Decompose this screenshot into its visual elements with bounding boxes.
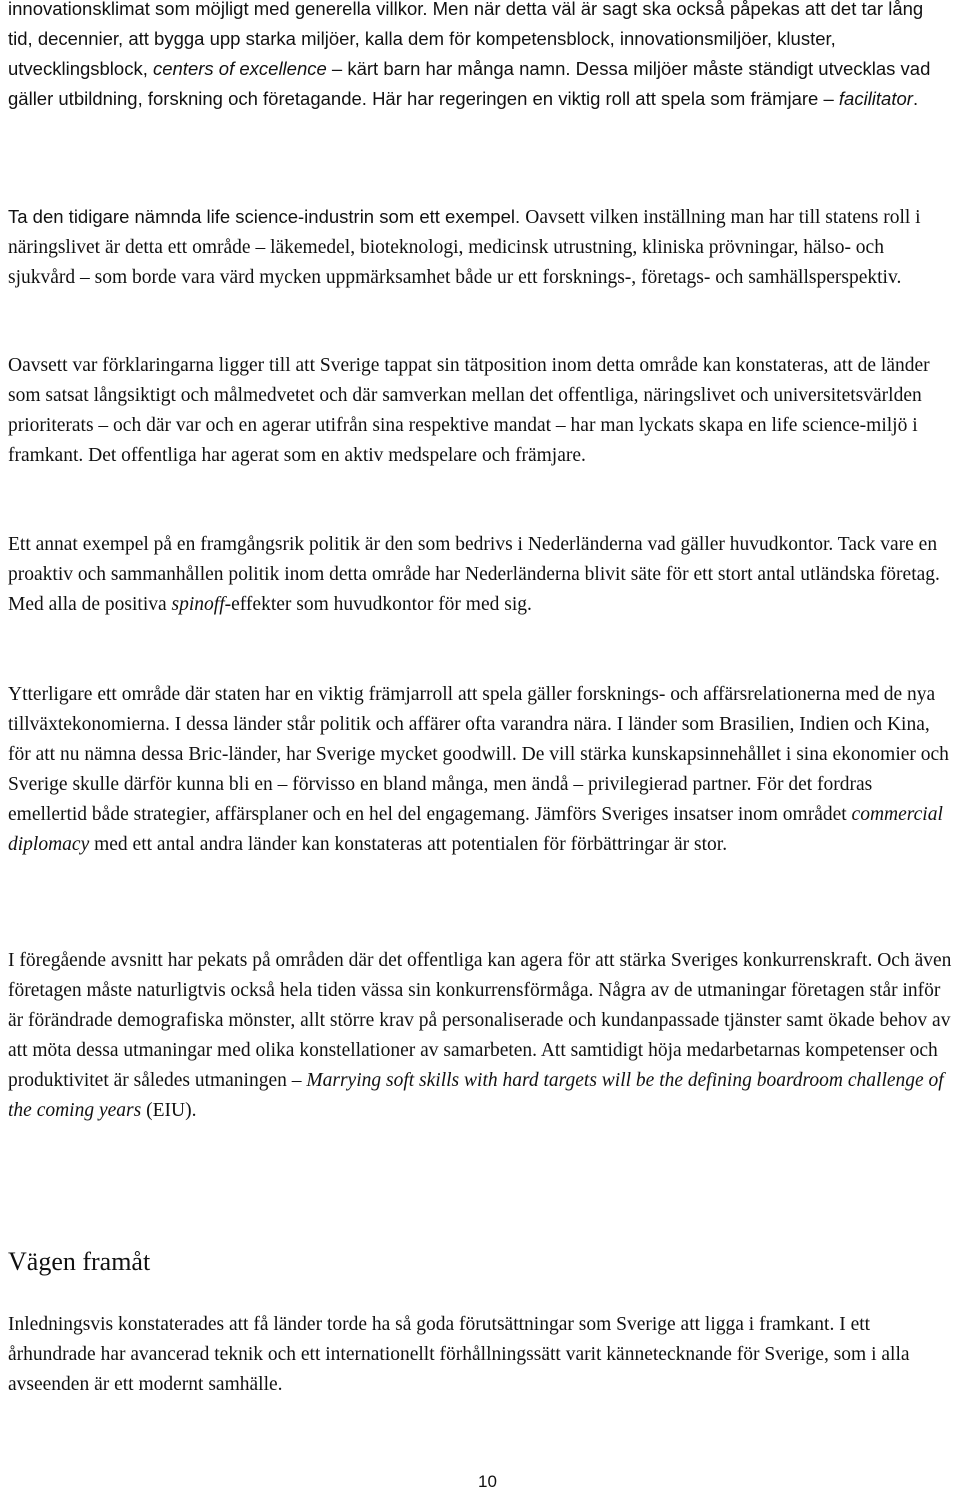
italic-term: spinoff xyxy=(171,594,225,615)
paragraph-excellence xyxy=(8,0,952,114)
paragraph-growth-economies xyxy=(8,680,952,860)
text-run: Ett annat exempel på en framgångsrik politik är den som bedrivs i Nederländerna vad gäller huvudkontor. Tack vare en proaktiv och sammanhållen politik inom detta område har Nederländerna blivit säte för ett stort antal utländska företag. Med alla de positiva xyxy=(8,534,940,615)
text-run: (EIU). xyxy=(141,1100,197,1121)
paragraph-intro: Inledningsvis konstaterades att få länder torde ha så goda förutsättningar som Sverige att ligga i framkant. I ett århundrade har avancerad teknik och ett internationellt förhållningssätt varit kännetecknande för Sverige, som i alla avseenden är ett modernt samhälle. xyxy=(8,1314,910,1395)
italic-term: facilitator xyxy=(838,88,913,109)
paragraph-life-science xyxy=(8,202,952,293)
text-run: I föregående avsnitt har pekats på områden där det offentliga kan agera för att stärka Sveriges konkurrenskraft. Och även företagen måste naturligtvis också hela tiden vässa sin konkurrensförmåga. Några av de utmaningar företagen står inför är förändrade demografiska mönster, allt större krav på personaliserade och kundanpassade tjänster samt ökade behov av att möta dessa utmaningar med olika konstellationer av samarbeten. Att samtidigt höja medarbetarnas kompetenser och produktivitet är således utmaningen – xyxy=(8,950,952,1091)
italic-term: commercial diplomacy xyxy=(8,804,943,855)
text-run: . xyxy=(912,88,919,109)
text-run: – kärt barn har många namn. Dessa miljöer måste ständigt utvecklas vad gäller utbildning, forskning och företagande. Här har regeringen en viktig roll att spela som främjare – xyxy=(8,58,931,109)
text-run: Ta den tidigare nämnda life science-industrin som ett exempel. xyxy=(8,206,526,227)
text-run: med ett antal andra länder kan konstateras att potentialen för förbättringar är stor. xyxy=(89,834,728,855)
italic-term: centers of excellence xyxy=(152,58,327,79)
paragraph-position: Oavsett var förklaringarna ligger till att Sverige tappat sin tätposition inom detta område kan konstateras, att de länder som satsat långsiktigt och målmedvetet och där samverkan mellan det offentliga, näringslivet och universitetsvärlden prioriterats – och där var och en agerar utifrån sina respektive mandat – har man lyckats skapa en life science-miljö i framkant. Det offentliga har agerat som en aktiv medspelare och främjare. xyxy=(8,355,930,466)
text-run: -effekter som huvudkontor för med sig. xyxy=(224,594,532,615)
text-run: Ytterligare ett område där staten har en viktig främjarroll att spela gäller forsknings- och affärsrelationerna med de nya tillväxtekonomierna. I dessa länder står politik och affärer ofta varandra nära. I länder som Brasilien, Indien och Kina, för att nu nämna dessa Bric-länder, har Sverige mycket goodwill. De vill stärka kunskapsinnehållet i sina ekonomier och Sverige skulle därför kunna bli en – förvisso en bland många, men ändå – privilegierad partner. För det fordras emellertid både strategier, affärsplaner och en hel del engagemang. Jämförs Sveriges insatser inom området xyxy=(8,684,949,825)
section-heading: Vägen framåt xyxy=(8,1247,151,1276)
text-run: Oavsett vilken inställning man har till statens roll i näringslivet är detta ett område – läkemedel, bioteknologi, medicinsk utrustning, kliniska prövningar, hälso- och sjukvård – som borde vara värd mycken uppmärksamhet både ur ett forsknings-, företags- och samhällsperspektiv. xyxy=(8,207,921,288)
page-number: 10 xyxy=(478,1472,497,1491)
italic-quote: Marrying soft skills with hard targets will be the defining boardroom challenge of the coming years xyxy=(8,1070,944,1121)
paragraph-netherlands xyxy=(8,530,952,620)
text-run: innovationsklimat som möjligt med generella villkor. Men när detta väl är sagt ska också påpekas att det tar lång tid, decennier, att bygga upp starka miljöer, kalla dem för kompetensblock, innovationsmiljöer, kluster, utvecklingsblock, xyxy=(8,0,924,79)
paragraph-competitiveness xyxy=(8,946,952,1126)
